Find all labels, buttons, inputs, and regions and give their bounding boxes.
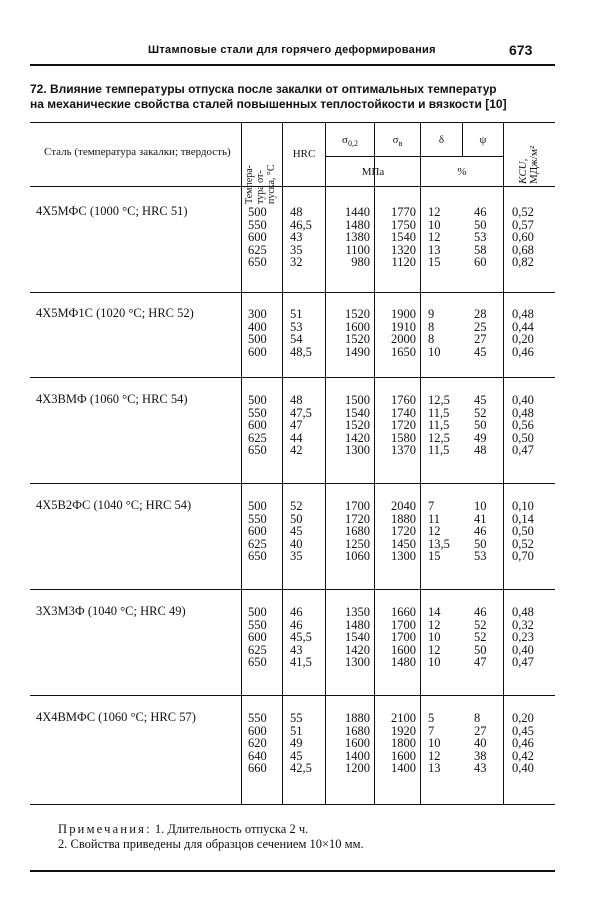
table-cell: 41 [474,511,487,526]
table-cell: 1660 [391,605,416,619]
table-cell: 1740 [391,405,416,420]
steel-column-header: Сталь (температура закалки; твердость) [44,146,231,158]
table-cell: 53 [474,549,487,563]
table-cell: 0,23 [512,630,534,644]
col-divider-kcu [503,122,504,804]
table-cell: 0,56 [512,418,534,432]
col-divider-temp [241,122,242,804]
psi-values [474,308,500,358]
psi-values [474,394,500,457]
table-caption-line-2: на механические свойства сталей повышенных теплостойкости и вязкости [10] [30,97,507,111]
kcu-column-header: KCU, МДж/м² [517,145,540,184]
s02-values [328,394,370,457]
table-cell: 53 [290,319,303,334]
table-cell: 640 [248,748,267,763]
table-cell: 980 [351,255,370,269]
table-cell: 25 [474,319,487,334]
table-cell: 0,70 [512,549,534,563]
table-cell: 0,32 [512,617,534,632]
table-cell: 1440 [345,205,370,219]
table-cell: 1880 [391,511,416,526]
table-cell: 48,5 [290,344,312,359]
hrc-values [290,500,322,563]
group-rule-2 [30,377,555,378]
table-cell: 50 [474,217,487,232]
table-cell: 1400 [391,761,416,775]
col-divider-s02 [325,122,326,804]
table-cell: 1400 [345,748,370,763]
table-cell: 1600 [391,748,416,763]
table-cell: 60 [474,255,487,269]
s02-values [328,606,370,669]
table-cell: 0,52 [512,205,534,219]
table-cell: 0,50 [512,524,534,538]
kcu-values [512,308,550,358]
table-cell: 0,48 [512,605,534,619]
sv-values [378,606,416,669]
table-cell: 51 [290,723,303,738]
table-cell: 625 [248,642,267,657]
table-cell: 625 [248,242,267,257]
table-cell: 54 [290,332,303,346]
footer-rule [30,870,555,872]
psi-values [474,712,500,775]
table-cell: 13,5 [428,536,450,551]
temp-values [248,712,278,775]
table-cell: 1700 [391,630,416,644]
table-cell: 600 [248,418,267,432]
table-cell: 7 [428,499,435,513]
table-cell: 45 [290,748,303,763]
table-cell: 50 [474,536,487,551]
sv-values [378,712,416,775]
group-rule-3 [30,483,555,484]
table-cell: 600 [248,524,267,538]
table-cell: 1680 [345,524,370,538]
table-cell: 9 [428,307,435,321]
table-cell: 550 [248,511,267,526]
table-cell: 660 [248,761,267,775]
table-cell: 1770 [391,205,416,219]
hrc-values [290,308,322,358]
table-cell: 46 [290,605,303,619]
table-cell: 1720 [391,524,416,538]
table-cell: 1420 [345,430,370,445]
table-cell: 0,52 [512,536,534,551]
table-cell: 8 [474,711,481,725]
notes-heading: Примечания: [58,822,152,836]
table-cell: 0,60 [512,230,534,244]
hrc-values [290,394,322,457]
temp-values [248,206,278,269]
steel-grade-label: 3Х3М3Ф (1040 °С; HRC 49) [36,604,186,618]
table-cell: 1700 [391,617,416,632]
table-cell: 1600 [345,319,370,334]
note-1: 1. Длительность отпуска 2 ч. [154,822,309,836]
table-cell: 1200 [345,761,370,775]
table-cell: 10 [428,736,441,750]
table-cell: 600 [248,344,267,359]
table-cell: 53 [474,230,487,244]
table-cell: 1320 [391,242,416,257]
hrc-column-header: HRC [292,148,316,160]
s02-column-header: $\sigma_{0,2}$ [342,134,358,149]
steel-grade-label: 4Х5МФ1С (1020 °С; HRC 52) [36,306,194,320]
s02-values [328,712,370,775]
table-cell: 48 [290,393,303,407]
table-cell: 550 [248,711,267,725]
table-cell: 27 [474,723,487,738]
table-cell: 13 [428,242,441,257]
percent-unit-header: % [457,166,467,178]
table-cell: 0,40 [512,761,534,775]
table-cell: 12 [428,230,441,244]
table-cell: 8 [428,332,435,346]
table-cell: 15 [428,549,441,563]
table-cell: 1500 [345,393,370,407]
table-cell: 46 [474,605,487,619]
table-cell: 0,44 [512,319,534,334]
table-cell: 1760 [391,393,416,407]
table-cell: 52 [474,405,487,420]
table-cell: 49 [290,736,303,750]
table-cell: 0,40 [512,642,534,657]
table-cell: 2040 [391,499,416,513]
table-cell: 0,68 [512,242,534,257]
table-cell: 45 [474,344,487,359]
table-cell: 43 [290,642,303,657]
steel-grade-label: 4Х5В2ФС (1040 °С; HRC 54) [36,498,192,512]
table-cell: 35 [290,549,303,563]
table-cell: 1580 [391,430,416,445]
properties-table [30,122,555,815]
steel-grade-label: 4Х4ВМФС (1060 °С; HRC 57) [36,710,196,724]
table-cell: 46 [474,524,487,538]
table-cell: 46,5 [290,217,312,232]
table-cell: 1910 [391,319,416,334]
table-cell: 300 [248,307,267,321]
table-cell: 500 [248,205,267,219]
table-cell: 1520 [345,332,370,346]
table-cell: 650 [248,255,267,269]
note-2: 2. Свойства приведены для образцов сечением 10×10 мм. [58,837,364,851]
table-cell: 10 [474,499,487,513]
table-cell: 1480 [391,655,416,669]
table-cell: 1060 [345,549,370,563]
table-cell: 1450 [391,536,416,551]
table-cell: 40 [474,736,487,750]
table-cell: 28 [474,307,487,321]
table-cell: 1720 [391,418,416,432]
table-cell: 500 [248,499,267,513]
table-cell: 42,5 [290,761,312,775]
table-cell: 600 [248,630,267,644]
psi-column-header: ψ [479,134,487,146]
table-cell: 0,82 [512,255,534,269]
table-cell: 1720 [345,511,370,526]
table-cell: 50 [290,511,303,526]
table-cell: 650 [248,443,267,457]
table-cell: 12 [428,642,441,657]
delta-values [428,394,458,457]
sv-values [378,500,416,563]
table-cell: 42 [290,443,303,457]
table-cell: 48 [474,443,487,457]
table-cell: 1520 [345,307,370,321]
table-cell: 12 [428,748,441,763]
table-cell: 1300 [391,549,416,563]
table-cell: 550 [248,405,267,420]
running-header-title: Штамповые стали для горячего деформирования [148,44,436,56]
temp-column-header: Темпера- тура от- пуска, °C [244,164,277,204]
kcu-values [512,712,550,775]
table-cell: 1380 [345,230,370,244]
col-divider-delta [420,122,421,804]
table-cell: 1100 [345,242,370,257]
table-cell: 600 [248,723,267,738]
table-caption [30,82,507,112]
table-cell: 5 [428,711,435,725]
table-cell: 41,5 [290,655,312,669]
s02-values [328,500,370,563]
table-cell: 0,45 [512,723,534,738]
delta-values [428,206,458,269]
table-cell: 0,46 [512,344,534,359]
table-cell: 48 [290,205,303,219]
table-caption-line-1: 72. Влияние температуры отпуска после закалки от оптимальных температур [30,82,497,96]
psi-values [474,500,500,563]
table-cell: 47 [474,655,487,669]
table-cell: 620 [248,736,267,750]
table-cell: 0,10 [512,499,534,513]
table-cell: 0,50 [512,430,534,445]
delta-values [428,606,458,669]
table-cell: 1900 [391,307,416,321]
table-cell: 46 [474,205,487,219]
table-cell: 52 [474,617,487,632]
steel-grade-label: 4Х5МФС (1000 °С; HRC 51) [36,204,188,218]
table-cell: 43 [474,761,487,775]
table-cell: 7 [428,723,435,738]
psi-values [474,606,500,669]
table-cell: 1300 [345,655,370,669]
table-cell: 0,20 [512,332,534,346]
table-cell: 50 [474,642,487,657]
table-cell: 500 [248,605,267,619]
table-cell: 650 [248,655,267,669]
table-notes [58,822,364,852]
table-cell: 0,48 [512,405,534,420]
hrc-values [290,206,322,269]
col-divider-sv [374,122,375,804]
table-cell: 44 [290,430,303,445]
table-cell: 47 [290,418,303,432]
table-cell: 500 [248,393,267,407]
table-cell: 45 [290,524,303,538]
table-cell: 1300 [345,443,370,457]
table-cell: 12,5 [428,430,450,445]
page-number: 673 [509,42,533,58]
hrc-values [290,606,322,669]
running-header [0,44,600,62]
kcu-values [512,206,550,269]
table-cell: 0,46 [512,736,534,750]
table-cell: 32 [290,255,303,269]
table-cell: 47,5 [290,405,312,420]
group-rule-4 [30,589,555,590]
table-cell: 10 [428,630,441,644]
table-cell: 50 [474,418,487,432]
table-cell: 10 [428,344,441,359]
table-cell: 0,57 [512,217,534,232]
table-cell: 2100 [391,711,416,725]
table-cell: 12 [428,617,441,632]
table-cell: 625 [248,536,267,551]
table-cell: 0,47 [512,655,534,669]
table-cell: 8 [428,319,435,334]
table-cell: 400 [248,319,267,334]
s02-values [328,308,370,358]
psi-values [474,206,500,269]
mpa-unit-header: МПа [361,166,385,178]
table-cell: 49 [474,430,487,445]
table-cell: 0,40 [512,393,534,407]
table-cell: 550 [248,217,267,232]
table-cell: 625 [248,430,267,445]
temp-values [248,606,278,669]
table-cell: 38 [474,748,487,763]
table-cell: 11,5 [428,418,450,432]
table-cell: 1600 [345,736,370,750]
table-cell: 10 [428,217,441,232]
delta-values [428,712,458,775]
table-cell: 55 [290,711,303,725]
table-bottom-rule [30,804,555,805]
table-cell: 1520 [345,418,370,432]
table-cell: 52 [290,499,303,513]
steel-grade-label: 4Х3ВМФ (1060 °С; HRC 54) [36,392,188,406]
table-cell: 1480 [345,217,370,232]
table-cell: 1540 [345,405,370,420]
table-cell: 1680 [345,723,370,738]
table-cell: 15 [428,255,441,269]
table-cell: 1120 [391,255,416,269]
delta-column-header: δ [438,134,445,146]
table-cell: 12,5 [428,393,450,407]
table-cell: 0,14 [512,511,534,526]
table-cell: 1370 [391,443,416,457]
table-cell: 0,47 [512,443,534,457]
sv-values [378,394,416,457]
table-cell: 40 [290,536,303,551]
table-cell: 11 [428,511,441,526]
table-cell: 51 [290,307,303,321]
table-cell: 1600 [391,642,416,657]
group-rule-5 [30,695,555,696]
kcu-values [512,394,550,457]
temp-values [248,394,278,457]
kcu-values [512,500,550,563]
table-cell: 1420 [345,642,370,657]
table-cell: 650 [248,549,267,563]
header-rule [30,64,555,66]
temp-values [248,308,278,358]
delta-values [428,500,458,563]
table-cell: 46 [290,617,303,632]
delta-values [428,308,458,358]
table-cell: 0,20 [512,711,534,725]
table-cell: 12 [428,524,441,538]
table-cell: 27 [474,332,487,346]
hrc-values [290,712,322,775]
table-cell: 11,5 [428,405,450,420]
table-cell: 13 [428,761,441,775]
table-top-rule [30,122,555,123]
table-cell: 1480 [345,617,370,632]
table-cell: 43 [290,230,303,244]
kcu-values [512,606,550,669]
table-cell: 1250 [345,536,370,551]
sv-values [378,206,416,269]
table-cell: 14 [428,605,441,619]
sv-column-header: $\sigma_в$ [392,134,403,149]
table-cell: 45,5 [290,630,312,644]
table-cell: 1490 [345,344,370,359]
col-divider-hrc [282,122,283,804]
table-cell: 1540 [345,630,370,644]
s02-values [328,206,370,269]
table-cell: 12 [428,205,441,219]
table-cell: 2000 [391,332,416,346]
table-cell: 1880 [345,711,370,725]
table-cell: 11,5 [428,443,450,457]
table-cell: 1750 [391,217,416,232]
table-cell: 1800 [391,736,416,750]
table-cell: 1350 [345,605,370,619]
table-cell: 0,48 [512,307,534,321]
table-cell: 550 [248,617,267,632]
table-cell: 35 [290,242,303,257]
temp-values [248,500,278,563]
table-cell: 600 [248,230,267,244]
group-rule-1 [30,292,555,293]
table-cell: 1540 [391,230,416,244]
table-cell: 0,42 [512,748,534,763]
table-cell: 1650 [391,344,416,359]
table-cell: 500 [248,332,267,346]
header-bottom-rule [30,186,555,187]
sv-values [378,308,416,358]
table-cell: 10 [428,655,441,669]
table-cell: 58 [474,242,487,257]
table-cell: 1920 [391,723,416,738]
note-line-1 [58,822,364,837]
table-cell: 45 [474,393,487,407]
table-cell: 1700 [345,499,370,513]
table-cell: 52 [474,630,487,644]
units-rule [325,156,503,157]
